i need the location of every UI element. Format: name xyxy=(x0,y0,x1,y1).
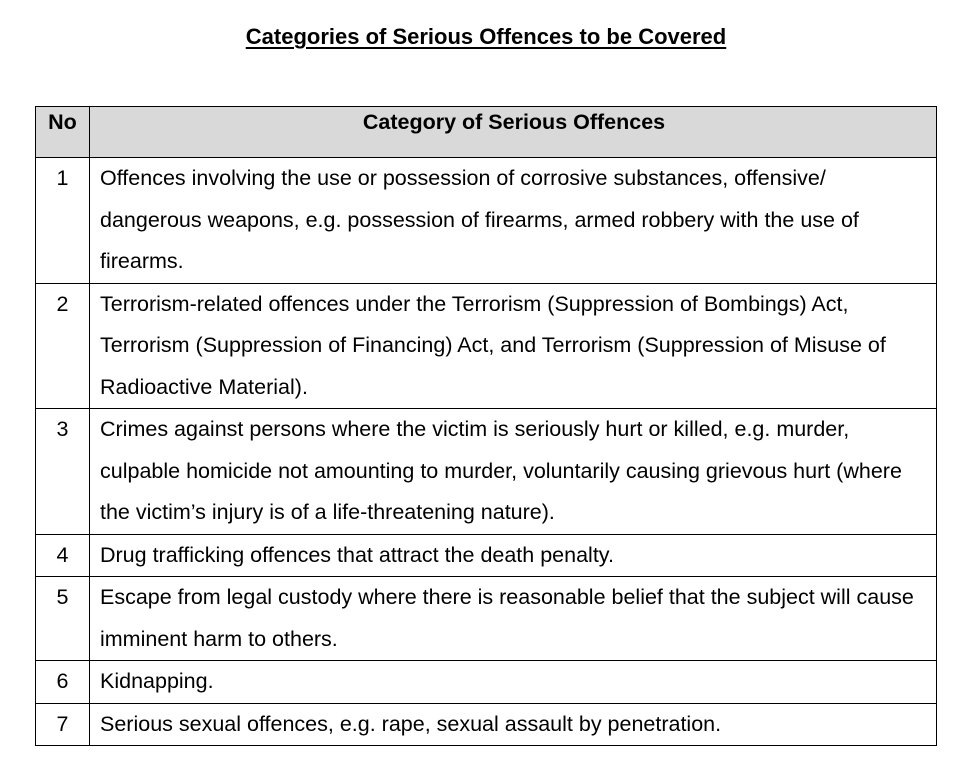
row-category: Drug trafficking offences that attract the death penalty. xyxy=(90,534,937,577)
row-number: 1 xyxy=(36,158,90,284)
row-category: Serious sexual offences, e.g. rape, sexual assault by penetration. xyxy=(90,703,937,746)
row-number: 6 xyxy=(36,661,90,704)
header-no: No xyxy=(36,107,90,158)
table-row xyxy=(36,661,937,704)
row-number: 3 xyxy=(36,409,90,535)
row-category: Offences involving the use or possession of corrosive substances, offensive/ dangerous weapons, e.g. possession of firearms, armed robbery with the use of firearms. xyxy=(90,158,937,284)
row-number: 5 xyxy=(36,577,90,661)
row-number: 4 xyxy=(36,534,90,577)
table-row xyxy=(36,158,937,284)
page-title: Categories of Serious Offences to be Covered xyxy=(245,24,727,49)
table-row xyxy=(36,409,937,535)
header-category: Category of Serious Offences xyxy=(90,107,937,158)
row-category: Terrorism-related offences under the Terrorism (Suppression of Bombings) Act, Terrorism (Suppression of Financing) Act, and Terrorism (Suppression of Misuse of Radioactive Material). xyxy=(90,283,937,409)
row-number: 2 xyxy=(36,283,90,409)
row-category: Escape from legal custody where there is reasonable belief that the subject will cause imminent harm to others. xyxy=(90,577,937,661)
table-row xyxy=(36,577,937,661)
table-row xyxy=(36,283,937,409)
table-row xyxy=(36,703,937,746)
row-number: 7 xyxy=(36,703,90,746)
table-row xyxy=(36,534,937,577)
offences-table xyxy=(35,106,937,746)
row-category: Crimes against persons where the victim is seriously hurt or killed, e.g. murder, culpable homicide not amounting to murder, voluntarily causing grievous hurt (where the victim’s injury is of a life-threatening nature). xyxy=(90,409,937,535)
table-header-row xyxy=(36,107,937,158)
row-category: Kidnapping. xyxy=(90,661,937,704)
